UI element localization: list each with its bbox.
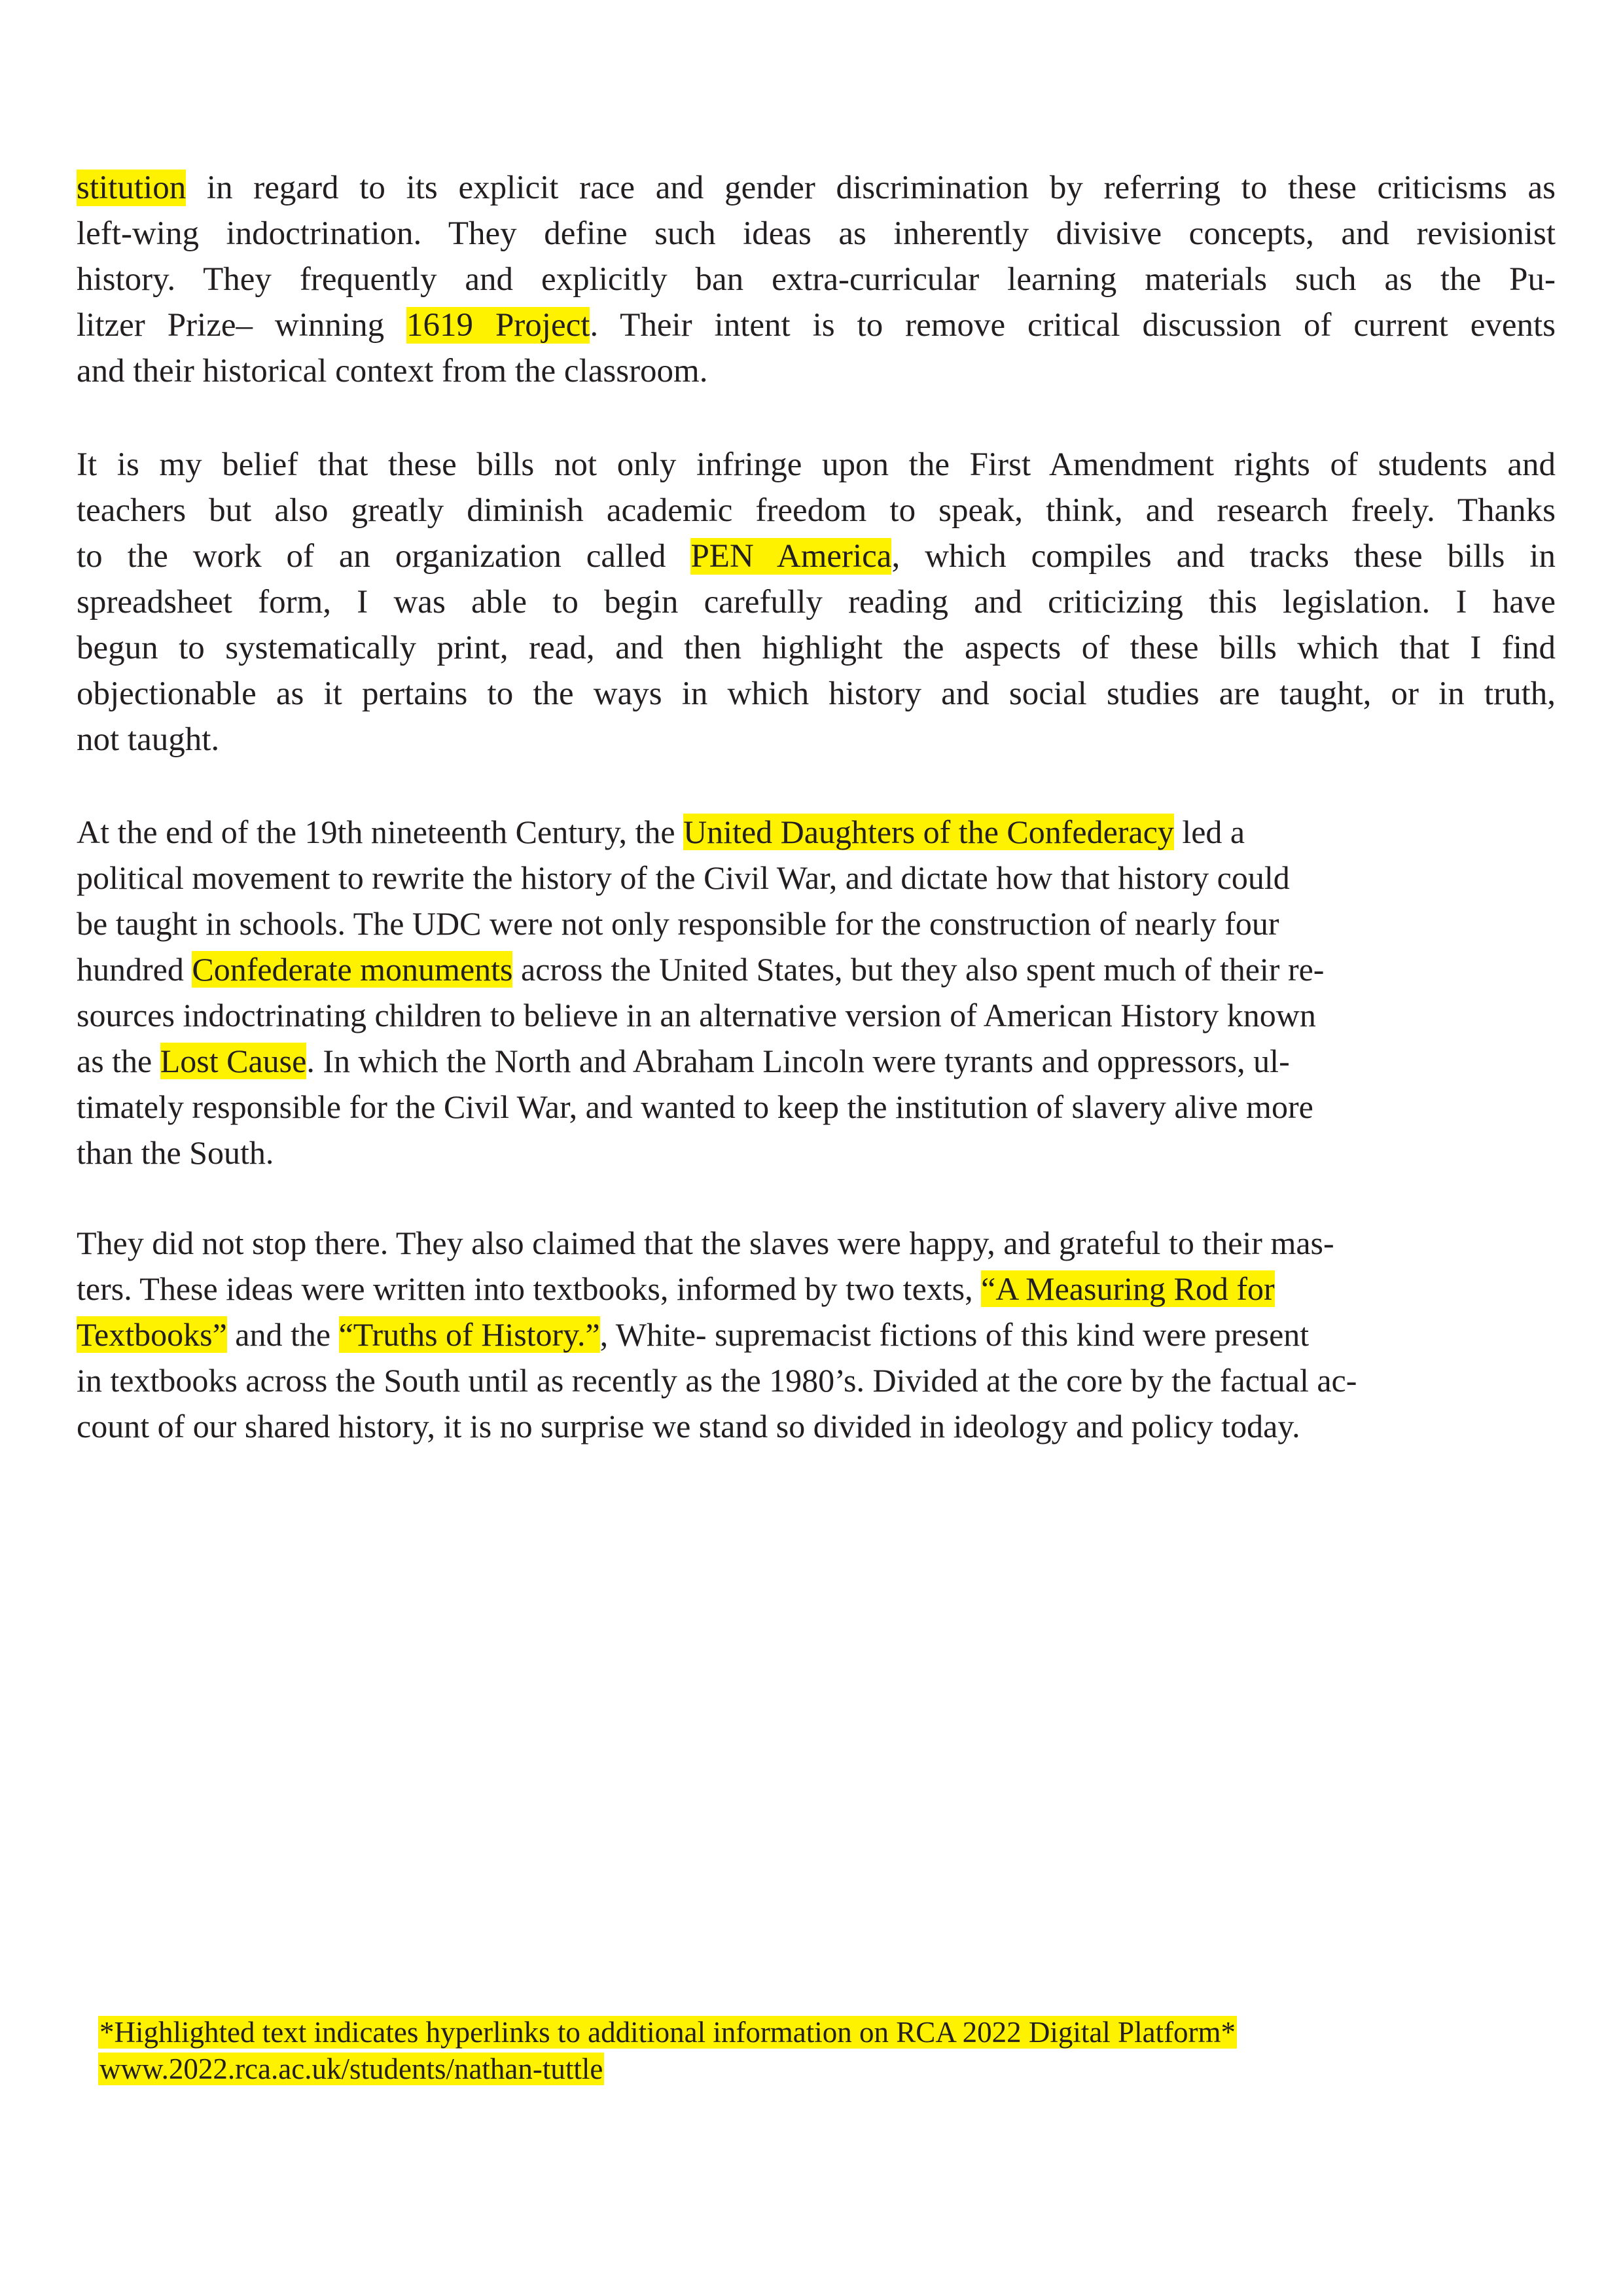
text-line <box>77 1266 1556 1312</box>
text-segment: across the United States, but they also spent much of their re- <box>512 951 1325 988</box>
text-line: timately responsible for the Civil War, and wanted to keep the institution of slavery alive more <box>77 1088 1313 1125</box>
text-line: than the South. <box>77 1134 274 1171</box>
text-line <box>77 809 1556 855</box>
hyperlink-measuring-rod-for-textbooks[interactable]: “A Measuring Rod for <box>981 1270 1275 1307</box>
footnote-text: *Highlighted text indicates hyperlinks to additional information on RCA 2022 Digital Platform* <box>99 2016 1236 2049</box>
paragraph-1 <box>77 165 1556 394</box>
text-segment: , White- supremacist fictions of this kind were present <box>599 1316 1310 1353</box>
paragraph-4 <box>77 1220 1556 1449</box>
text-line: be taught in schools. The UDC were not only responsible for the construction of nearly four <box>77 905 1279 942</box>
text-line: spreadsheet form, I was able to begin carefully reading and criticizing this legislation. I have <box>77 584 1556 620</box>
text-line: in textbooks across the South until as recently as the 1980’s. Divided at the core by the factual ac- <box>77 1362 1357 1399</box>
hyperlink-measuring-rod-for-textbooks-cont[interactable]: Textbooks” <box>77 1316 227 1353</box>
text-segment: , which compiles and tracks these bills in <box>891 538 1556 575</box>
text-segment: . Their intent is to remove critical discussion of current events <box>590 307 1556 344</box>
text-segment: in regard to its explicit race and gender discrimination by referring to these criticisms as <box>186 170 1556 206</box>
footnote <box>98 2014 1237 2087</box>
text-segment: led a <box>1173 814 1245 850</box>
footnote-url-link[interactable]: www.2022.rca.ac.uk/students/nathan-tuttle <box>99 2053 603 2085</box>
text-line: sources indoctrinating children to believe in an alternative version of American History known <box>77 997 1316 1033</box>
text-segment: litzer Prize– winning <box>77 307 407 344</box>
hyperlink-pen-america[interactable]: PEN America <box>690 538 892 575</box>
text-line: and their historical context from the classroom. <box>77 353 708 389</box>
text-line: It is my belief that these bills not only infringe upon the First Amendment rights of students and <box>77 446 1556 483</box>
hyperlink-truths-of-history[interactable]: “Truths of History.” <box>338 1316 600 1353</box>
hyperlink-lost-cause[interactable]: Lost Cause <box>160 1043 307 1079</box>
text-line <box>77 533 1556 579</box>
text-line <box>77 1038 1556 1084</box>
text-line: not taught. <box>77 721 220 758</box>
text-line: They did not stop there. They also claimed that the slaves were happy, and grateful to their mas- <box>77 1225 1334 1261</box>
hyperlink-confederate-monuments[interactable]: Confederate monuments <box>192 951 513 988</box>
text-segment: . In which the North and Abraham Lincoln were tyrants and oppressors, ul- <box>306 1043 1290 1079</box>
text-line: begun to systematically print, read, and then highlight the aspects of these bills which that I find <box>77 630 1556 666</box>
footnote-line <box>98 2051 1237 2087</box>
text-segment: as the <box>77 1043 160 1079</box>
text-line <box>77 1312 1556 1357</box>
text-line: political movement to rewrite the history of the Civil War, and dictate how that history could <box>77 859 1290 896</box>
text-segment: and the <box>226 1316 339 1353</box>
text-segment: At the end of the 19th nineteenth Century, the <box>77 814 684 850</box>
text-segment: ters. These ideas were written into textbooks, informed by two texts, <box>77 1270 982 1307</box>
text-segment: to the work of an organization called <box>77 538 691 575</box>
footnote-line <box>98 2014 1237 2051</box>
text-line: teachers but also greatly diminish academic freedom to speak, think, and research freely. Thanks <box>77 492 1556 529</box>
hyperlink-1619-project[interactable]: 1619 Project <box>406 307 590 344</box>
text-line: count of our shared history, it is no surprise we stand so divided in ideology and policy today. <box>77 1408 1300 1444</box>
text-line <box>77 946 1556 992</box>
paragraph-2 <box>77 442 1556 762</box>
text-line: history. They frequently and explicitly ban extra-curricular learning materials such as the Pu- <box>77 261 1556 298</box>
text-line: left-wing indoctrination. They define such ideas as inherently divisive concepts, and revisionist <box>77 215 1556 252</box>
hyperlink-stitution[interactable]: stitution <box>77 170 187 206</box>
paragraph-3 <box>77 809 1556 1175</box>
text-line: objectionable as it pertains to the ways in which history and social studies are taught, or in truth, <box>77 675 1556 712</box>
text-line <box>77 302 1556 348</box>
hyperlink-united-daughters-of-the-confederacy[interactable]: United Daughters of the Confederacy <box>683 814 1174 850</box>
text-line <box>77 165 1556 211</box>
text-segment: hundred <box>77 951 192 988</box>
